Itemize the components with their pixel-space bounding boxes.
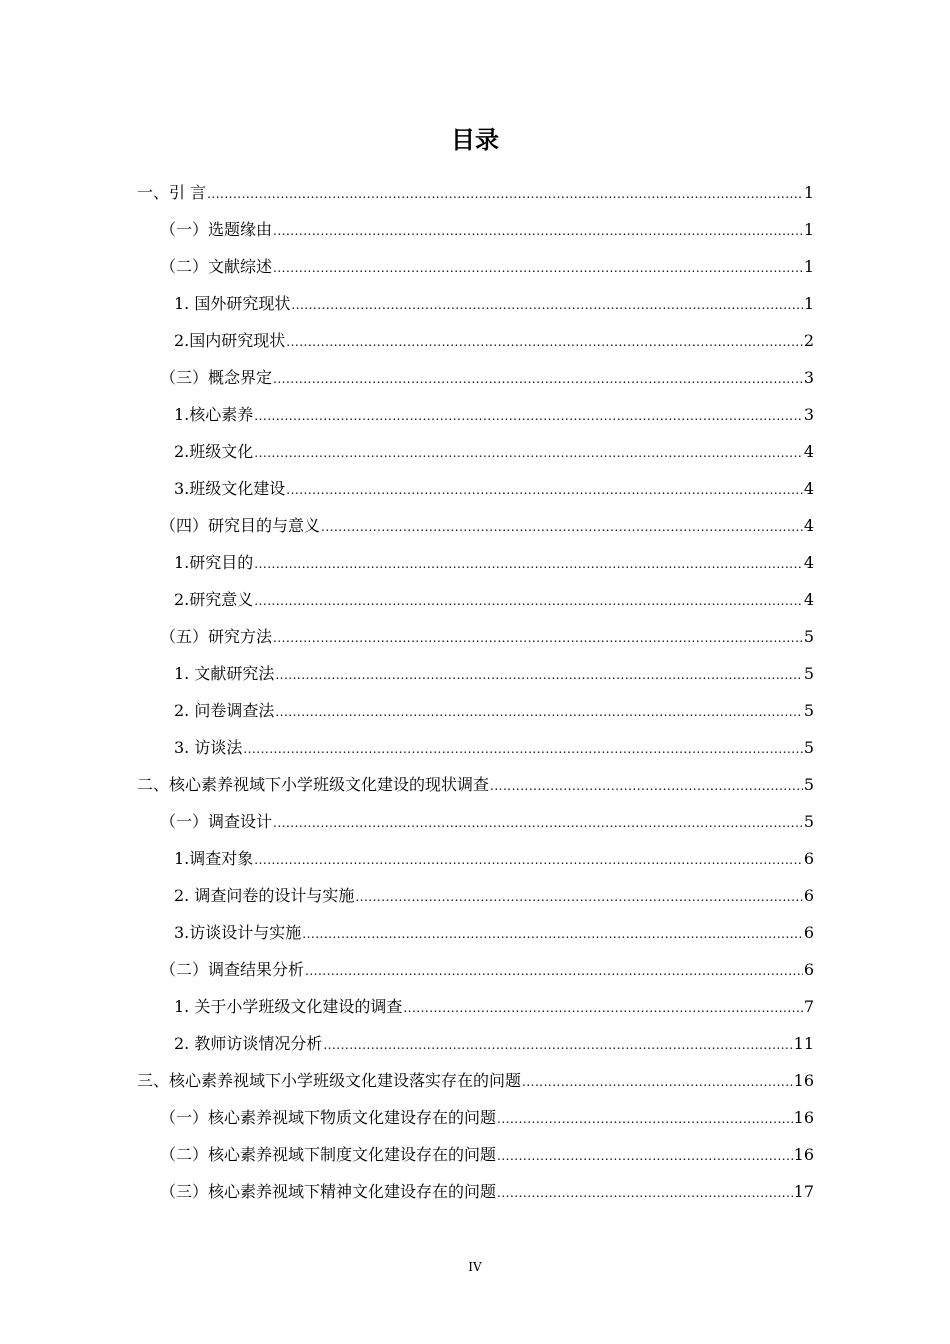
toc-dot-leader — [522, 1071, 793, 1091]
toc-entry-page: 3 — [803, 404, 814, 424]
toc-entry-page: 4 — [803, 441, 814, 461]
toc-entry-label: 1.调查对象 — [174, 848, 254, 868]
toc-entry-page: 1 — [803, 293, 814, 313]
toc-dot-leader — [321, 516, 803, 536]
toc-dot-leader — [273, 627, 803, 647]
toc-dot-leader — [254, 849, 803, 869]
toc-entry-page: 16 — [793, 1070, 814, 1090]
toc-dot-leader — [273, 812, 803, 832]
toc-entry-page: 5 — [803, 811, 814, 831]
toc-dot-leader — [403, 997, 802, 1017]
toc-entry-label: （四）研究目的与意义 — [160, 515, 321, 535]
toc-entry-label: 1. 国外研究现状 — [174, 293, 291, 313]
toc-dot-leader — [497, 1108, 793, 1128]
toc-entry[interactable] — [174, 1025, 814, 1062]
toc-entry[interactable] — [174, 285, 814, 322]
toc-entry[interactable] — [174, 877, 814, 914]
toc-entry[interactable] — [160, 248, 814, 285]
toc-dot-leader — [286, 331, 803, 351]
toc-entry[interactable] — [137, 174, 814, 211]
toc-entry-page: 5 — [803, 663, 814, 683]
toc-entry-label: （二）核心素养视域下制度文化建设存在的问题 — [160, 1144, 497, 1164]
toc-entry-label: 3.访谈设计与实施 — [174, 922, 302, 942]
toc-dot-leader — [273, 257, 803, 277]
toc-entry-label: 2. 调查问卷的设计与实施 — [174, 885, 355, 905]
toc-entry-label: 1. 文献研究法 — [174, 663, 275, 683]
toc-dot-leader — [273, 220, 803, 240]
toc-dot-leader — [490, 775, 803, 795]
toc-entry[interactable] — [160, 359, 814, 396]
toc-entry-label: （三）核心素养视域下精神文化建设存在的问题 — [160, 1181, 497, 1201]
toc-entry-page: 6 — [803, 885, 814, 905]
page-title: 目录 — [451, 126, 499, 154]
toc-entry-label: 三、核心素养视域下小学班级文化建设落实存在的问题 — [137, 1070, 522, 1090]
toc-entry[interactable] — [174, 729, 814, 766]
toc-dot-leader — [275, 701, 802, 721]
toc-entry-page: 1 — [803, 219, 814, 239]
toc-dot-leader — [497, 1182, 793, 1202]
toc-entry-page: 5 — [803, 700, 814, 720]
toc-dot-leader — [305, 960, 803, 980]
toc-entry-label: （一）选题缘由 — [160, 219, 273, 239]
toc-entry-label: 2. 问卷调查法 — [174, 700, 275, 720]
toc-entry-label: （一）核心素养视域下物质文化建设存在的问题 — [160, 1107, 497, 1127]
toc-entry-label: 一、引 言 — [137, 182, 207, 202]
toc-entry[interactable] — [174, 396, 814, 433]
toc-entry-page: 4 — [803, 589, 814, 609]
toc-entry-label: 2.班级文化 — [174, 441, 254, 461]
toc-entry-page: 1 — [803, 256, 814, 276]
toc-entry[interactable] — [160, 1173, 814, 1210]
toc-entry-page: 6 — [803, 922, 814, 942]
toc-entry-label: 2. 教师访谈情况分析 — [174, 1033, 323, 1053]
toc-entry-page: 1 — [803, 182, 814, 202]
toc-dot-leader — [355, 886, 802, 906]
toc-dot-leader — [254, 590, 803, 610]
toc-entry-page: 4 — [803, 478, 814, 498]
toc-dot-leader — [254, 442, 803, 462]
toc-dot-leader — [323, 1034, 792, 1054]
toc-entry[interactable] — [160, 211, 814, 248]
toc-dot-leader — [254, 405, 803, 425]
toc-entry[interactable] — [174, 470, 814, 507]
toc-dot-leader — [275, 664, 802, 684]
toc-entry[interactable] — [174, 322, 814, 359]
toc-entry-page: 3 — [803, 367, 814, 387]
toc-entry-label: 3.班级文化建设 — [174, 478, 286, 498]
toc-entry-label: 二、核心素养视域下小学班级文化建设的现状调查 — [137, 774, 490, 794]
toc-dot-leader — [497, 1145, 793, 1165]
toc-entry-label: （五）研究方法 — [160, 626, 273, 646]
toc-entry-page: 17 — [793, 1181, 814, 1201]
toc-entry[interactable] — [160, 507, 814, 544]
toc-entry-page: 11 — [793, 1033, 814, 1053]
toc-entry-label: （一）调查设计 — [160, 811, 273, 831]
toc-entry[interactable] — [174, 581, 814, 618]
toc-entry[interactable] — [160, 618, 814, 655]
toc-dot-leader — [286, 479, 803, 499]
toc-dot-leader — [207, 183, 803, 203]
toc-entry-page: 4 — [803, 515, 814, 535]
toc-entry[interactable] — [137, 766, 814, 803]
toc-entry-label: 1.研究目的 — [174, 552, 254, 572]
toc-entry-label: 3. 访谈法 — [174, 737, 243, 757]
toc-entry[interactable] — [174, 840, 814, 877]
toc-entry-label: （二）调查结果分析 — [160, 959, 305, 979]
toc-entry-label: 1.核心素养 — [174, 404, 254, 424]
toc-entry[interactable] — [174, 655, 814, 692]
toc-entry-label: （三）概念界定 — [160, 367, 273, 387]
toc-entry[interactable] — [174, 692, 814, 729]
toc-entry-page: 6 — [803, 959, 814, 979]
toc-entry[interactable] — [174, 544, 814, 581]
toc-entry-page: 5 — [803, 774, 814, 794]
toc-entry[interactable] — [160, 1136, 814, 1173]
toc-entry-label: （二）文献综述 — [160, 256, 273, 276]
toc-entry-page: 16 — [793, 1144, 814, 1164]
toc-dot-leader — [254, 553, 803, 573]
toc-entry[interactable] — [160, 803, 814, 840]
toc-entry[interactable] — [174, 914, 814, 951]
toc-entry[interactable] — [160, 1099, 814, 1136]
toc-entry-page: 2 — [803, 330, 814, 350]
toc-entry[interactable] — [174, 988, 814, 1025]
toc-dot-leader — [302, 923, 803, 943]
toc-entry[interactable] — [174, 433, 814, 470]
page-number-footer: IV — [468, 1260, 482, 1274]
toc-entry-page: 4 — [803, 552, 814, 572]
toc-entry-page: 5 — [803, 626, 814, 646]
toc-entry-page: 7 — [803, 996, 814, 1016]
toc-entry[interactable] — [137, 1062, 814, 1099]
toc-entry-label: 2.研究意义 — [174, 589, 254, 609]
toc-dot-leader — [273, 368, 803, 388]
toc-entry-label: 1. 关于小学班级文化建设的调查 — [174, 996, 403, 1016]
toc-entry-page: 16 — [793, 1107, 814, 1127]
toc-dot-leader — [243, 738, 802, 758]
toc-entry-page: 5 — [803, 737, 814, 757]
toc-entry-label: 2.国内研究现状 — [174, 330, 286, 350]
toc-entry-page: 6 — [803, 848, 814, 868]
toc-dot-leader — [291, 294, 802, 314]
toc-entry[interactable] — [160, 951, 814, 988]
